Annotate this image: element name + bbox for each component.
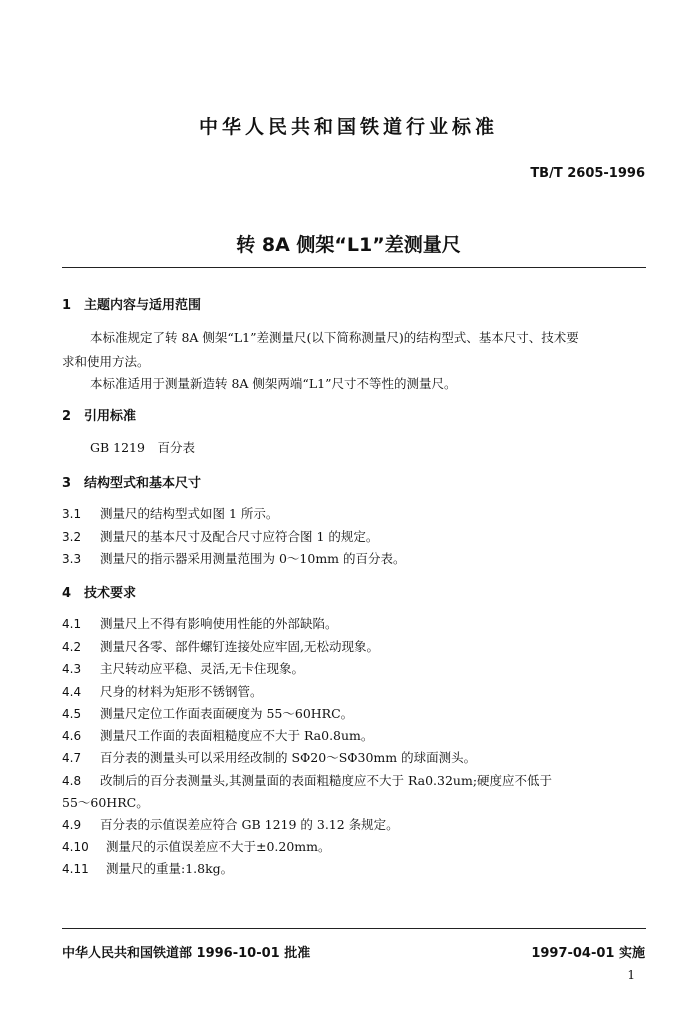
effective-date: 1997-04-01 实施: [531, 946, 645, 961]
section-number: 2: [62, 409, 72, 424]
clause: [62, 859, 233, 877]
section-title: 技术要求: [84, 586, 137, 601]
section-3-heading: [62, 472, 201, 491]
section-number: 3: [62, 476, 72, 491]
clause-text: 百分表的示值误差应符合 GB 1219 的 3.12 条规定。: [100, 817, 399, 832]
section-2-heading: [62, 405, 136, 424]
clause-number: 4.4: [62, 685, 82, 699]
clause-number: 4.6: [62, 729, 82, 743]
section-title: 结构型式和基本尺寸: [84, 476, 202, 491]
clause-number: 4.11: [62, 862, 89, 876]
clause: [62, 504, 278, 522]
clause-continuation: 55～60HRC。: [62, 795, 149, 810]
clause-text: 百分表的测量头可以采用经改制的 SΦ20～SΦ30mm 的球面测头。: [100, 750, 477, 765]
clause-text: 测量尺上不得有影响使用性能的外部缺陷。: [100, 616, 338, 631]
clause-number: 4.9: [62, 818, 82, 832]
clause-number: 4.8: [62, 774, 82, 788]
section-title: 引用标准: [84, 409, 137, 424]
clause: [62, 527, 378, 545]
org-title: 中华人民共和国铁道行业标准: [198, 116, 498, 138]
clause-text: 主尺转动应平稳、灵活,无卡住现象。: [100, 661, 304, 676]
clause-text: 测量尺各零、部件螺钉连接处应牢固,无松动现象。: [100, 639, 379, 654]
clause: [62, 614, 338, 632]
clause: [62, 659, 304, 677]
clause-text: 测量尺的示值误差应不大于±0.20mm。: [106, 839, 331, 854]
clause-text: 测量尺的重量:1.8kg。: [106, 861, 234, 876]
clause-text: 尺身的材料为矩形不锈钢管。: [100, 684, 263, 699]
clause: [62, 726, 373, 744]
clause-number: 4.2: [62, 640, 82, 654]
clause-text: 测量尺的指示器采用测量范围为 0～10mm 的百分表。: [100, 551, 406, 566]
paragraph: 本标准规定了转 8A 侧架“L1”差测量尺(以下简称测量尺)的结构型式、基本尺寸、技术要: [90, 330, 579, 345]
document-title: 转 8A 侧架“L1”差测量尺: [236, 234, 461, 256]
clause: [62, 682, 263, 700]
clause-text: 测量尺的结构型式如图 1 所示。: [100, 506, 279, 521]
clause-text: 测量尺工作面的表面粗糙度应不大于 Ra0.8um。: [100, 728, 374, 743]
paragraph: 求和使用方法。: [62, 354, 150, 369]
clause: [62, 704, 353, 722]
title-divider: [62, 267, 646, 268]
section-number: 4: [62, 586, 72, 601]
section-4-heading: [62, 582, 136, 601]
clause-number: 3.1: [62, 507, 82, 521]
approval-note: 中华人民共和国铁道部 1996-10-01 批准: [62, 946, 311, 961]
reference-item: GB 1219 百分表: [90, 440, 195, 455]
section-1-heading: [62, 294, 201, 313]
clause: [62, 637, 379, 655]
clause-number: 4.10: [62, 840, 89, 854]
clause-number: 4.5: [62, 707, 82, 721]
clause-text: 测量尺的基本尺寸及配合尺寸应符合图 1 的规定。: [100, 529, 379, 544]
paragraph: 本标准适用于测量新造转 8A 侧架两端“L1”尺寸不等性的测量尺。: [90, 376, 457, 391]
clause: [62, 837, 331, 855]
clause-text: 改制后的百分表测量头,其测量面的表面粗糙度应不大于 Ra0.32um;硬度应不低于: [100, 773, 553, 788]
clause: [62, 815, 399, 833]
clause: [62, 748, 476, 766]
clause-number: 4.7: [62, 751, 82, 765]
clause-number: 4.3: [62, 662, 82, 676]
section-number: 1: [62, 298, 72, 313]
footer-divider: [62, 928, 646, 929]
section-title: 主题内容与适用范围: [84, 298, 202, 313]
clause-number: 4.1: [62, 617, 82, 631]
clause: [62, 549, 406, 567]
standard-code: TB/T 2605-1996: [530, 166, 645, 181]
page-number: 1: [627, 968, 635, 982]
clause-number: 3.2: [62, 530, 82, 544]
clause-text: 测量尺定位工作面表面硬度为 55～60HRC。: [100, 706, 354, 721]
clause: [62, 771, 552, 789]
clause-number: 3.3: [62, 552, 82, 566]
